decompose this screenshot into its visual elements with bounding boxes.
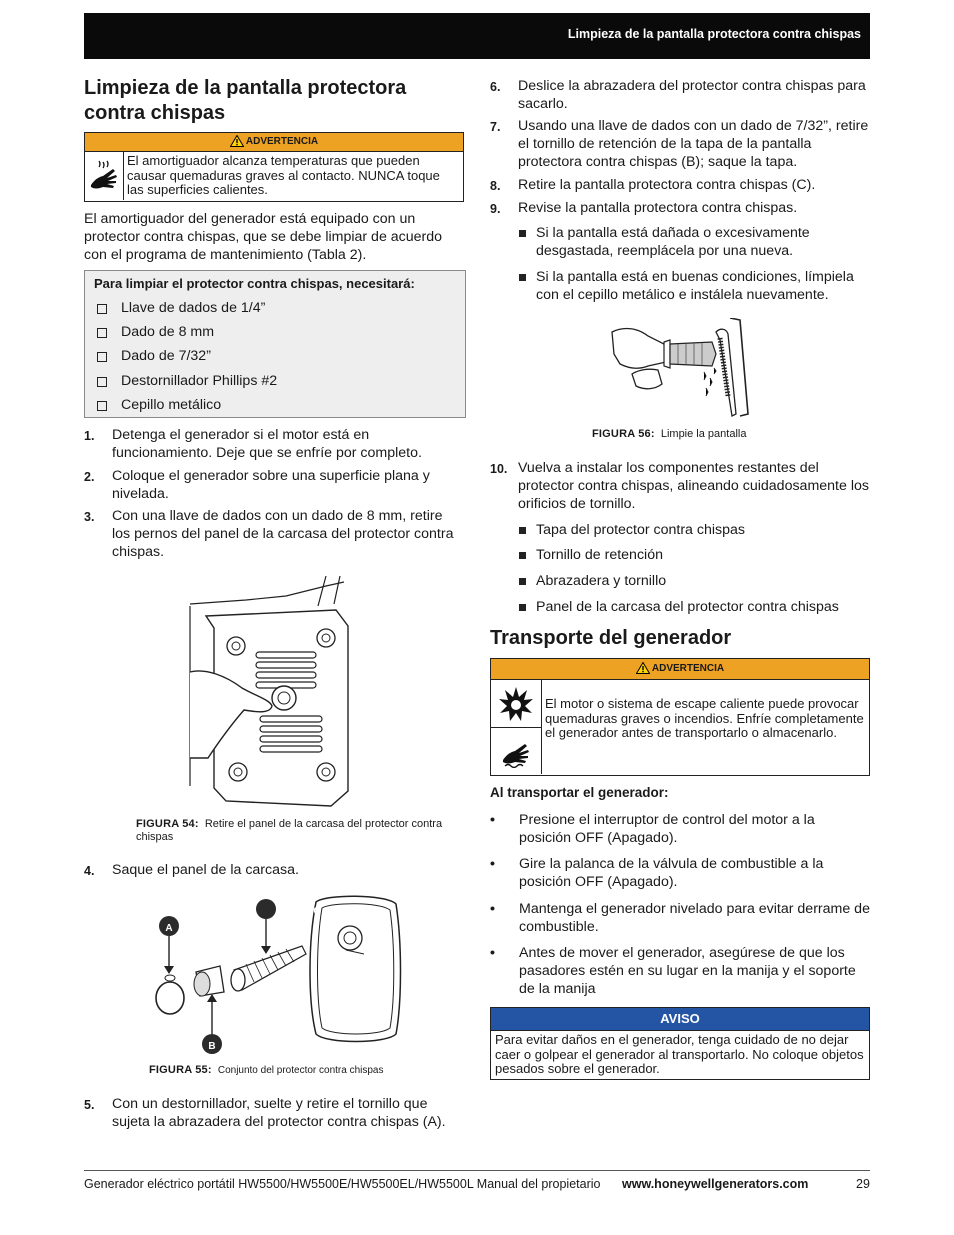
step-9: 9. Revise la pantalla protectora contra chispas. <box>490 200 798 216</box>
checkbox-icon <box>97 304 107 314</box>
aviso-text: Para evitar daños en el generador, tenga cuidado de no dejar caer o golpear el generador al transportarlo. No coloque objetos pesados sobre el generador. <box>495 1032 864 1076</box>
transport-heading: Transporte del generador <box>490 627 732 649</box>
tool-item: Destornillador Phillips #2 <box>85 372 465 390</box>
step-9-bullet: Si la pantalla está dañada o excesivamente desgastada, reemplácela por una nueva. <box>519 224 869 260</box>
step-6: 6. Deslice la abrazadera del protector contra chispas para sacarlo. <box>490 78 866 113</box>
checkbox-icon <box>97 352 107 362</box>
step-10-bullet: Abrazadera y tornillo <box>519 572 869 590</box>
bullet-icon: • <box>490 901 495 917</box>
warning-triangle-icon <box>230 135 244 147</box>
warning-text: El amortiguador alcanza temperaturas que pueden causar quemaduras graves al contacto. NUNCA toque las superficies calientes. <box>127 153 440 197</box>
figure-55-caption: FIGURA 55: Conjunto del protector contra chispas <box>149 1064 384 1076</box>
transport-bullet: • Presione el interruptor de control del motor a la posición OFF (Apagado). <box>490 812 815 847</box>
bullet-icon: • <box>490 856 495 872</box>
step-3: 3. Con una llave de dados con un dado de 8 mm, retire los pernos del panel de la carcasa del protector contra chispas. <box>84 508 454 561</box>
header-bar <box>84 13 870 59</box>
square-bullet-icon <box>519 578 526 585</box>
figure-54-caption: FIGURA 54: Retire el panel de la carcasa del protector contra chispas <box>136 818 443 843</box>
warning-label: ADVERTENCIA <box>651 663 725 674</box>
aviso-header: AVISO <box>491 1008 869 1031</box>
figure-55-illustration <box>150 892 410 1060</box>
callout-c: C <box>313 906 321 917</box>
transport-warning-box <box>490 658 870 776</box>
footer-divider <box>84 1170 870 1171</box>
step-7: 7. Usando una llave de dados con un dado de 7/32”, retire el tornillo de retención de la tapa de la pantalla protectora contra chispas (B); saque la tapa. <box>490 118 869 171</box>
figure-54-illustration <box>186 576 356 808</box>
warning-triangle-icon <box>636 662 650 674</box>
transport-bullet: • Gire la palanca de la válvula de combustible a la posición OFF (Apagado). <box>490 856 824 891</box>
step-10-bullet: Panel de la carcasa del protector contra chispas <box>519 598 869 616</box>
step-10-bullet: Tapa del protector contra chispas <box>519 521 869 539</box>
intro-paragraph: El amortiguador del generador está equipado con un protector contra chispas, que se debe limpiar de acuerdo con el programa de mantenimiento (Tabla 2). <box>84 211 443 264</box>
step-10: 10. Vuelva a instalar los componentes restantes del protector contra chispas, alineando cuidadosamente los orificios de tornillo. <box>490 460 869 513</box>
checkbox-icon <box>97 401 107 411</box>
square-bullet-icon <box>519 274 526 281</box>
footer-url[interactable]: www.honeywellgenerators.com <box>622 1177 809 1191</box>
square-bullet-icon <box>519 604 526 611</box>
step-2: 2. Coloque el generador sobre una superficie plana y nivelada. <box>84 468 430 503</box>
hot-surface-icon <box>491 728 541 774</box>
fire-explosion-icon <box>491 681 541 728</box>
warning-label: ADVERTENCIA <box>245 136 319 147</box>
aviso-box <box>490 1007 870 1080</box>
step-1: 1. Detenga el generador si el motor está en funcionamiento. Deje que se enfríe por completo. <box>84 427 422 462</box>
header-title: Limpieza de la pantalla protectora contra chispas <box>567 27 861 41</box>
checkbox-icon <box>97 328 107 338</box>
section-heading: Limpieza de la pantalla protectora contra chispas <box>84 77 407 124</box>
tools-title: Para limpiar el protector contra chispas, necesitará: <box>94 276 415 291</box>
tool-item: Llave de dados de 1/4” <box>85 299 465 317</box>
warning-box <box>84 132 464 202</box>
transport-warning-text: El motor o sistema de escape caliente puede provocar quemaduras graves o incendios. Enfríe completamente el generador antes de transportarlo o almacenarlo. <box>545 696 864 740</box>
page-number: 29 <box>856 1177 870 1191</box>
warning-header <box>85 133 463 152</box>
bullet-icon: • <box>490 945 495 961</box>
tools-box <box>84 270 466 418</box>
callout-a: A <box>165 923 173 934</box>
figure-56-caption: FIGURA 56: Limpie la pantalla <box>592 428 747 440</box>
footer-manual-title: Generador eléctrico portátil HW5500/HW5500E/HW5500EL/HW5500L Manual del propietario <box>84 1177 601 1191</box>
tool-item: Cepillo metálico <box>85 396 465 414</box>
tool-item: Dado de 8 mm <box>85 323 465 341</box>
transport-bullet: • Antes de mover el generador, asegúrese de que los pasadores estén en su lugar en la manija y el soporte de la manija <box>490 945 856 998</box>
warning-header <box>491 659 869 680</box>
callout-b: B <box>208 1041 216 1052</box>
transport-bullet: • Mantenga el generador nivelado para evitar derrame de combustible. <box>490 901 870 936</box>
step-8: 8. Retire la pantalla protectora contra chispas (C). <box>490 177 816 193</box>
step-4: 4. Saque el panel de la carcasa. <box>84 862 299 878</box>
bullet-icon: • <box>490 812 495 828</box>
step-10-bullet: Tornillo de retención <box>519 546 869 564</box>
square-bullet-icon <box>519 230 526 237</box>
step-5: 5. Con un destornillador, suelte y retire el tornillo que sujeta la abrazadera del protector contra chispas (A). <box>84 1096 446 1131</box>
square-bullet-icon <box>519 552 526 559</box>
tool-item: Dado de 7/32” <box>85 347 465 365</box>
square-bullet-icon <box>519 527 526 534</box>
checkbox-icon <box>97 377 107 387</box>
step-9-bullet: Si la pantalla está en buenas condiciones, límpiela con el cepillo metálico e instálela nuevamente. <box>519 268 869 304</box>
hot-surface-icon <box>85 152 124 200</box>
transport-subheading: Al transportar el generador: <box>490 785 669 800</box>
figure-56-illustration <box>608 318 756 418</box>
